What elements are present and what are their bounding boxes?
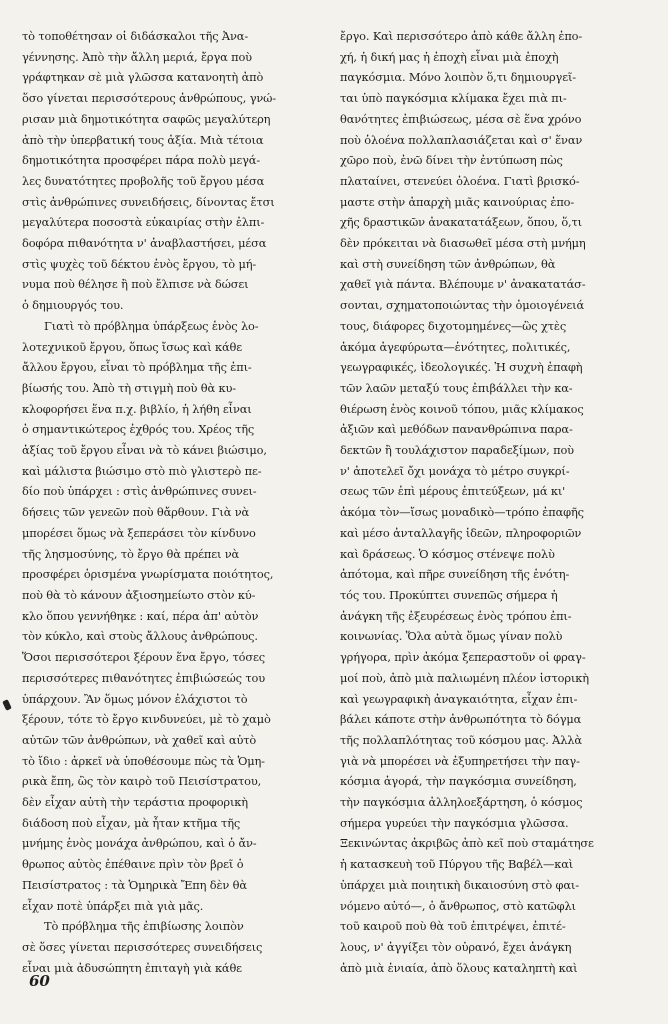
text-line: γέννησης. Ἀπὸ τὴν ἄλλη μεριά, ἔργα ποὺ [22,49,252,64]
text-line: διάδοση ποὺ εἶχαν, μὰ ἦταν κτῆμα τῆς [22,815,241,830]
text-line: γιὰ νὰ μπορέσει νὰ ἐξυπηρετήσει τὴν παγ- [340,753,580,768]
text-line: γράφτηκαν σὲ μιὰ γλῶσσα κατανοητὴ ἀπὸ [22,70,264,85]
text-line: τὸ ἴδιο : ἀρκεῖ νὰ ὑποθέσουμε πὼς τὰ Ὁμη- [22,753,265,768]
text-line: τὸν κύκλο, καὶ στοὺς ἄλλους ἀνθρώπους. [22,629,258,644]
text-line: λους, ν' ἀγγίξει τὸν οὐρανό, ἔχει ἀνάγκη [340,939,572,954]
text-line: καὶ μέσο ἀνταλλαγῆς ἰδεῶν, πληροφοριῶν [340,525,582,540]
text-line: ἡ κατασκευὴ τοῦ Πύργου τῆς Βαβέλ—καὶ [340,857,574,872]
text-line: δημοτικότητα προσφέρει πάρα πολὺ μεγά- [22,153,261,168]
text-line: στὶς ἀνθρώπινες συνειδήσεις, δίνοντας ἔτσι [22,194,275,209]
text-line: δὲν εἶχαν αὐτὴ τὴν τεράστια προφορικὴ [22,795,248,810]
text-line: θιέρωση ἑνὸς κοινοῦ τόπου, μιᾶς κλίμακος [340,401,584,416]
text-line: τῆς πολλαπλότητας τοῦ κόσμου μας. Ἀλλὰ [340,732,582,747]
text-line: στὶς ψυχὲς τοῦ δέκτου ἑνὸς ἔργου, τὸ μή- [22,256,257,271]
text-line: μαστε στὴν ἀπαρχὴ μιᾶς καινούριας ἐπο- [340,194,575,209]
text-line: ν' ἀποτελεῖ ὄχι μονάχα τὸ μέτρο συγκρί- [340,463,570,478]
text-line: βάλει κάποτε στὴν ἀνθρωπότητα τὸ δόγμα [340,712,582,727]
text-line: θρωπος αὐτὸς ἐπέθαινε πρὶν τὸν βρεῖ ὁ [22,857,244,872]
text-line: περισσότερες πιθανότητες ἐπιβιώσεώς του [22,670,265,685]
text-line: τοῦ καιροῦ ποὺ θὰ τοῦ ἐπιτρέψει, ἐπιτέ- [340,919,566,934]
text-line: νόμενο αὐτό—, ὁ ἄνθρωπος, στὸ κατῶφλι [340,898,576,913]
text-line: ἀκόμα τὸν—ἴσως μοναδικὸ—τρόπο ἐπαφῆς [340,505,584,520]
text-line: καὶ μάλιστα βιώσιμο στὸ πιὸ γλιστερὸ πε- [22,463,262,478]
text-line: ἀπότομα, καὶ πῆρε συνείδηση τῆς ἑνότη- [340,567,570,582]
text-line: αὐτῶν τῶν ἀνθρώπων, νὰ χαθεῖ καὶ αὐτὸ [22,732,257,747]
text-line: ὑπάρχουν. Ἂν ὅμως μόνον ἐλάχιστοι τὸ [22,691,248,706]
text-line: τους, διάφορες διχοτομημένες—ὣς χτὲς [340,318,567,333]
margin-ink-mark [2,699,12,711]
text-line: τός του. Προκύπτει συνεπῶς σήμερα ἡ [340,587,558,602]
text-line: χή, ἡ δική μας ἡ ἐποχὴ εἶναι μιὰ ἐποχὴ [340,49,559,64]
text-line: εἶναι μιὰ ἀδυσώπητη ἐπιταγὴ γιὰ κάθε [22,960,242,975]
text-line: γεωγραφικές, ἰδεολογικές. Ἡ συχνὴ ἐπαφὴ [340,360,583,375]
text-line: δὲν πρόκειται νὰ διασωθεῖ μέσα στὴ μνήμη [340,236,586,251]
text-line: Ξεκινώντας ἀκριβῶς ἀπὸ κεῖ ποὺ σταμάτησε [340,836,594,851]
text-line: μοί ποὺ, ἀπὸ μιὰ παλιωμένη πλέον ἱστορικὴ [340,670,589,685]
text-line: καὶ δράσεως. Ὁ κόσμος στένεψε πολὺ [340,546,555,561]
text-line: λοτεχνικοῦ ἔργου, ὅπως ἴσως καὶ κάθε [22,339,242,354]
text-line: βίωσής του. Ἀπὸ τὴ στιγμὴ ποὺ θὰ κυ- [22,380,236,395]
page-number: 60 [29,972,50,990]
text-line: ἀκόμα ἀγεφύρωτα—ἑνότητες, πολιτικές, [340,339,571,354]
text-line: ἄλλου ἔργου, εἶναι τὸ πρόβλημα τῆς ἐπι- [22,360,252,375]
text-line: τὴν παγκόσμια ἀλληλοεξάρτηση, ὁ κόσμος [340,795,583,810]
text-line: ποὺ ὁλοένα πολλαπλασιάζεται καὶ σ' ἕναν [340,132,583,147]
text-line: ρικὰ ἔπη, ὣς τὸν καιρὸ τοῦ Πεισίστρατου, [22,774,262,789]
text-line: εἶχαν ποτὲ ὑπάρξει πιὰ γιὰ μᾶς. [22,898,204,913]
text-line: κλοφορήσει ἕνα π.χ. βιβλίο, ἡ λήθη εἶναι [22,401,252,416]
text-line: ἀπὸ μιὰ ἑνιαία, ἀπὸ ὅλους καταληπτὴ καὶ [340,960,578,975]
text-line: ἀξιῶν καὶ μεθόδων πανανθρώπινα παρα- [340,422,573,437]
text-line: προσφέρει ὁρισμένα γνωρίσματα ποιότητος, [22,567,274,582]
text-line: σὲ ὅσες γίνεται περισσότερες συνειδήσεις [22,939,263,954]
text-line: Γιατὶ τὸ πρόβλημα ὑπάρξεως ἑνὸς λο- [44,318,259,333]
text-line: ἀπὸ τὴν ὑπερβατική τους ἀξία. Μιὰ τέτοια [22,132,264,147]
text-line: τῶν λαῶν μεταξύ τους ἐπιβάλλει τὴν κα- [340,380,573,395]
text-line: χῆς δραστικῶν ἀνακατατάξεων, ὅπου, ὅ,τι [340,215,582,230]
text-line: ὁ δημιουργός του. [22,298,124,313]
left-text-column [22,26,327,978]
text-line: ται ὑπὸ παγκόσμια κλίμακα ἔχει πιὰ πι- [340,91,567,106]
right-text-column [340,26,642,978]
text-line: μπορέσει ὅμως νὰ ξεπεράσει τὸν κίνδυνο [22,525,256,540]
text-line: δεκτῶν ἢ τουλάχιστον παραδεξίμων, ποὺ [340,443,574,458]
text-line: σονται, σχηματοποιώντας τὴν ὁμοιογένειά [340,298,584,313]
text-line: ρισαν μιὰ δημοτικότητα σαφῶς μεγαλύτερη [22,111,271,126]
text-line: σεως τῶν ἐπὶ μέρους ἐπιτεύξεων, μά κι' [340,484,566,499]
text-line: πλαταίνει, στενεύει ὁλοένα. Γιατὶ βρισκό- [340,173,580,188]
text-line: καὶ στὴ συνείδηση τῶν ἀνθρώπων, θὰ [340,256,556,271]
text-line: κοινωνίας. Ὅλα αὐτὰ ὅμως γίναν πολὺ [340,629,563,644]
text-line: ἔργο. Καὶ περισσότερο ἀπὸ κάθε ἄλλη ἐπο- [340,29,583,43]
text-line: σήμερα γυρεύει τὴν παγκόσμια γλῶσσα. [340,815,569,830]
text-line: δίο ποὺ ὑπάρχει : στὶς ἀνθρώπινες συνει- [22,484,257,499]
text-line: τῆς λησμοσύνης, τὸ ἔργο θὰ πρέπει νὰ [22,546,240,561]
text-line: κλο ὅπου γεννήθηκε : καί, πέρα ἀπ' αὐτὸν [22,608,259,623]
text-line: ὅσο γίνεται περισσότερους ἀνθρώπους, γνώ- [22,91,276,106]
text-line: ὁ σημαντικώτερος ἐχθρός του. Χρέος τῆς [22,422,255,437]
text-line: κόσμια ἀγορά, τὴν παγκόσμια συνείδηση, [340,774,577,789]
text-line: καὶ γεωγραφικὴ ἀναγκαιότητα, εἶχαν ἐπι- [340,691,578,706]
text-line: Τὸ πρόβλημα τῆς ἐπιβίωσης λοιπὸν [44,919,244,934]
text-line: τὸ τοποθέτησαν οἱ διδάσκαλοι τῆς Ἀνα- [22,29,249,43]
text-line: λες δυνατότητες προβολῆς τοῦ ἔργου μέσα [22,173,265,188]
text-line: παγκόσμια. Μόνο λοιπὸν ὅ,τι δημιουργεῖ- [340,70,576,85]
text-line: δήσεις τῶν γενεῶν ποὺ θἄρθουν. Γιὰ νὰ [22,505,250,520]
text-line: χῶρο ποὺ, ἐνῶ δίνει τὴν ἐντύπωση πὼς [340,153,563,168]
text-line: μεγαλύτερα ποσοστὰ εὐκαιρίας στὴν ἐλπι- [22,215,265,230]
text-line: Πεισίστρατος : τὰ Ὁμηρικὰ Ἔπη δὲν θὰ [22,877,247,892]
text-line: ἀξίας τοῦ ἔργου εἶναι νὰ τὸ κάνει βιώσιμο, [22,443,267,458]
text-line: χαθεῖ γιὰ πάντα. Βλέπουμε ν' ἀνακατατάσ- [340,277,586,292]
text-line: Ὅσοι περισσότεροι ξέρουν ἕνα ἔργο, τόσες [22,650,265,665]
text-line: δοφόρα πιθανότητα ν' ἀναβλαστήσει, μέσα [22,236,267,251]
text-line: ποὺ θὰ τὸ κάνουν ἀξιοσημείωτο στὸν κύ- [22,587,256,602]
text-line: θανότητες ἐπιβιώσεως, μέσα σὲ ἕνα χρόνο [340,111,582,126]
text-line: ὑπάρχει μιὰ ποιητικὴ δικαιοσύνη στὸ φαι- [340,877,579,892]
text-line: γρήγορα, πρὶν ἀκόμα ξεπεραστοῦν οἱ φραγ- [340,650,586,665]
text-line: μνήμης ἑνὸς μονάχα ἀνθρώπου, καὶ ὁ ἄν- [22,836,257,851]
text-line: νυμα ποὺ θέλησε ἢ ποὺ ἔλπισε νὰ δώσει [22,277,249,292]
text-line: ἀνάγκη τῆς ἐξευρέσεως ἑνὸς τρόπου ἐπι- [340,608,572,623]
text-line: ξέρουν, τότε τὸ ἔργο κινδυνεύει, μὲ τὸ χαμὸ [22,712,271,727]
